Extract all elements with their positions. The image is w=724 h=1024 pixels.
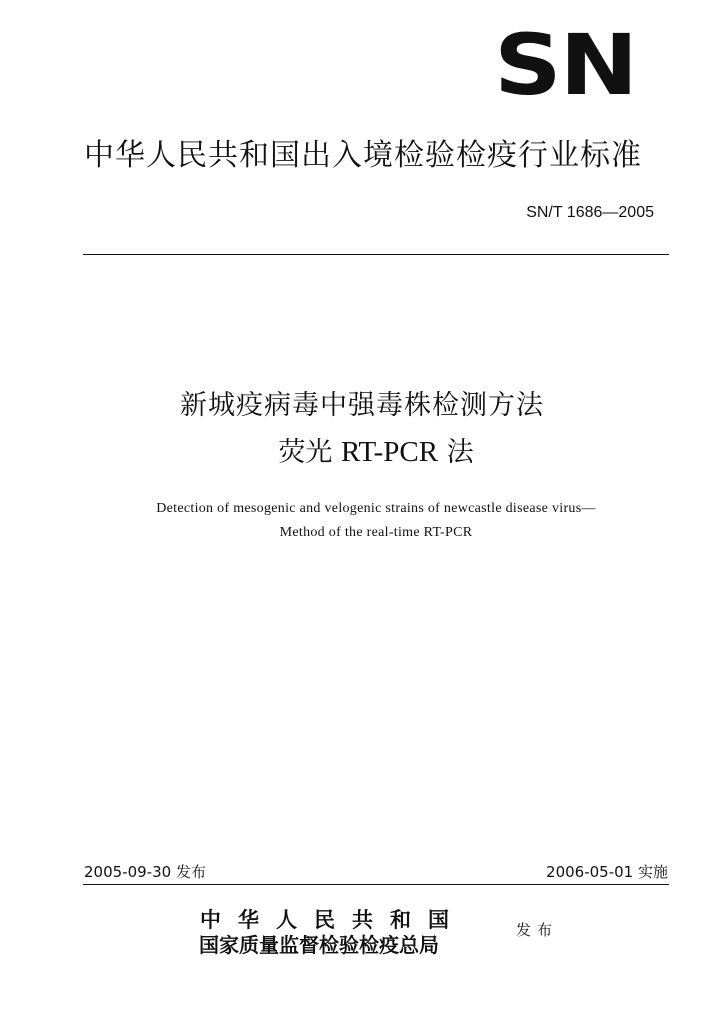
issuer-action: 发布 — [516, 921, 559, 939]
title-chinese-line1: 新城疫病毒中强毒株检测方法 — [180, 390, 544, 421]
title-english-line2: Method of the real-time RT-PCR — [279, 525, 473, 540]
title-english-line1: Detection of mesogenic and velogenic strains of newcastle disease virus— — [156, 501, 596, 516]
issuer-agency: 国家质量监督检验检疫总局 — [199, 933, 439, 957]
title-chinese-line2 — [0, 434, 724, 471]
sn-logo: SN — [493, 16, 636, 114]
standard-category-title: 中华人民共和国出入境检验检疫行业标准 — [84, 138, 642, 173]
title-chinese-line2-method: RT-PCR — [340, 436, 439, 468]
title-chinese-line2-prefix: 荧光 — [278, 437, 333, 468]
title-chinese-line2-suffix: 法 — [446, 437, 474, 468]
implementation-date: 2006-05-01 实施 — [546, 863, 668, 881]
header-divider — [83, 254, 669, 255]
standard-code: SN/T 1686—2005 — [526, 204, 654, 221]
issue-date: 2005-09-30 发布 — [84, 863, 206, 881]
issuer-country: 中华人民共和国 — [200, 907, 466, 932]
footer-divider — [83, 884, 669, 885]
